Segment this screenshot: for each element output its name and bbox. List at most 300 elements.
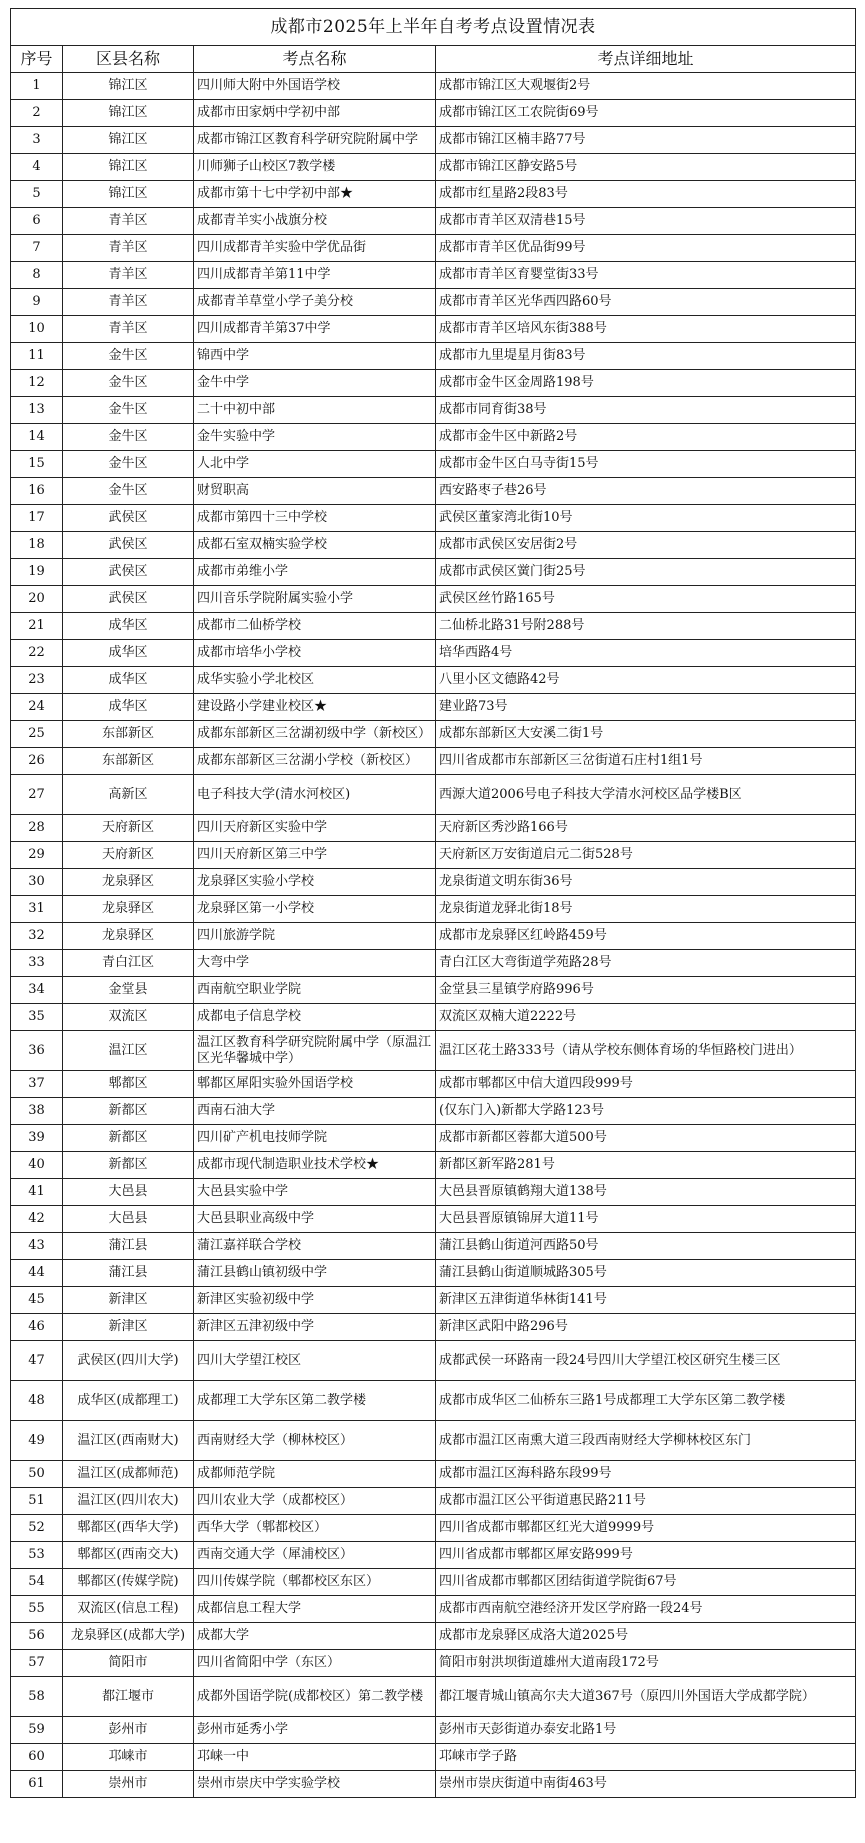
row-index: 14	[11, 424, 63, 451]
row-site-name: 四川成都青羊实验中学优品街	[194, 235, 436, 262]
table-row	[11, 1650, 856, 1677]
table-row	[11, 1071, 856, 1098]
table-row	[11, 343, 856, 370]
row-site-name: 西南交通大学（犀浦校区）	[194, 1542, 436, 1569]
table-row	[11, 127, 856, 154]
row-site-name: 成都市锦江区教育科学研究院附属中学	[194, 127, 436, 154]
row-index: 51	[11, 1488, 63, 1515]
row-district: 蒲江县	[63, 1260, 194, 1287]
table-row	[11, 1314, 856, 1341]
row-site-name: 成都信息工程大学	[194, 1596, 436, 1623]
row-index: 42	[11, 1206, 63, 1233]
table-row	[11, 775, 856, 815]
table-row	[11, 424, 856, 451]
row-index: 18	[11, 532, 63, 559]
row-site-address: 温江区花土路333号（请从学校东侧体育场的华恒路校门进出）	[436, 1031, 856, 1071]
row-site-address: 成都武侯一环路南一段24号四川大学望江校区研究生楼三区	[436, 1341, 856, 1381]
row-site-name: 四川传媒学院（郫都校区东区）	[194, 1569, 436, 1596]
row-site-address: 新都区新军路281号	[436, 1152, 856, 1179]
row-site-address: 崇州市崇庆街道中南街463号	[436, 1771, 856, 1798]
row-district: 成华区	[63, 694, 194, 721]
table-row	[11, 586, 856, 613]
row-site-address: 八里小区文德路42号	[436, 667, 856, 694]
row-site-name: 四川矿产机电技师学院	[194, 1125, 436, 1152]
row-site-address: 成都市锦江区静安路5号	[436, 154, 856, 181]
row-district: 温江区(成都师范)	[63, 1461, 194, 1488]
row-site-name: 四川省简阳中学（东区）	[194, 1650, 436, 1677]
table-row	[11, 1569, 856, 1596]
table-row	[11, 478, 856, 505]
row-district: 温江区	[63, 1031, 194, 1071]
table-row	[11, 1771, 856, 1798]
row-district: 大邑县	[63, 1179, 194, 1206]
table-row	[11, 532, 856, 559]
table-row	[11, 748, 856, 775]
row-district: 金牛区	[63, 343, 194, 370]
table-row	[11, 1623, 856, 1650]
row-site-name: 成都电子信息学校	[194, 1004, 436, 1031]
table-row	[11, 73, 856, 100]
row-index: 32	[11, 923, 63, 950]
table-row	[11, 154, 856, 181]
row-site-name: 新津区五津初级中学	[194, 1314, 436, 1341]
row-index: 41	[11, 1179, 63, 1206]
row-index: 23	[11, 667, 63, 694]
row-index: 45	[11, 1287, 63, 1314]
row-district: 双流区	[63, 1004, 194, 1031]
row-district: 龙泉驿区	[63, 869, 194, 896]
row-district: 东部新区	[63, 748, 194, 775]
row-district: 青羊区	[63, 235, 194, 262]
row-district: 龙泉驿区(成都大学)	[63, 1623, 194, 1650]
row-site-address: 二仙桥北路31号附288号	[436, 613, 856, 640]
row-site-address: 成都市金牛区中新路2号	[436, 424, 856, 451]
row-site-address: 都江堰青城山镇高尔夫大道367号（原四川外国语大学成都学院）	[436, 1677, 856, 1717]
row-district: 郫都区(西南交大)	[63, 1542, 194, 1569]
row-district: 金牛区	[63, 370, 194, 397]
row-district: 金堂县	[63, 977, 194, 1004]
row-index: 31	[11, 896, 63, 923]
table-row	[11, 1179, 856, 1206]
row-site-name: 成都石室双楠实验学校	[194, 532, 436, 559]
row-district: 青白江区	[63, 950, 194, 977]
table-row	[11, 1233, 856, 1260]
table-row	[11, 950, 856, 977]
row-district: 锦江区	[63, 100, 194, 127]
row-district: 大邑县	[63, 1206, 194, 1233]
row-site-address: 彭州市天彭街道办泰安北路1号	[436, 1717, 856, 1744]
row-site-address: 西安路枣子巷26号	[436, 478, 856, 505]
row-index: 30	[11, 869, 63, 896]
row-district: 锦江区	[63, 127, 194, 154]
table-row	[11, 100, 856, 127]
row-site-name: 彭州市延秀小学	[194, 1717, 436, 1744]
row-district: 蒲江县	[63, 1233, 194, 1260]
row-index: 43	[11, 1233, 63, 1260]
header-site-name: 考点名称	[194, 46, 436, 73]
row-district: 邛崃市	[63, 1744, 194, 1771]
table-row	[11, 397, 856, 424]
row-site-name: 成都市现代制造职业技术学校★	[194, 1152, 436, 1179]
row-district: 新都区	[63, 1125, 194, 1152]
row-index: 34	[11, 977, 63, 1004]
row-site-name: 成都市二仙桥学校	[194, 613, 436, 640]
row-site-name: 成华实验小学北校区	[194, 667, 436, 694]
row-index: 6	[11, 208, 63, 235]
table-row	[11, 1421, 856, 1461]
table-row	[11, 977, 856, 1004]
row-site-name: 西南石油大学	[194, 1098, 436, 1125]
row-site-address: 培华西路4号	[436, 640, 856, 667]
row-index: 60	[11, 1744, 63, 1771]
row-site-name: 西南航空职业学院	[194, 977, 436, 1004]
row-site-name: 邛崃一中	[194, 1744, 436, 1771]
row-district: 新津区	[63, 1287, 194, 1314]
row-site-name: 大邑县实验中学	[194, 1179, 436, 1206]
row-site-name: 崇州市崇庆中学实验学校	[194, 1771, 436, 1798]
row-district: 金牛区	[63, 424, 194, 451]
row-index: 10	[11, 316, 63, 343]
row-site-name: 建设路小学建业校区★	[194, 694, 436, 721]
row-district: 天府新区	[63, 815, 194, 842]
row-index: 35	[11, 1004, 63, 1031]
row-site-address: 邛崃市学子路	[436, 1744, 856, 1771]
table-row	[11, 842, 856, 869]
row-district: 郫都区	[63, 1071, 194, 1098]
row-site-name: 川师狮子山校区7教学楼	[194, 154, 436, 181]
table-row	[11, 1488, 856, 1515]
row-site-name: 四川天府新区实验中学	[194, 815, 436, 842]
row-site-address: 建业路73号	[436, 694, 856, 721]
row-site-address: (仅东门入)新都大学路123号	[436, 1098, 856, 1125]
table-row	[11, 208, 856, 235]
row-index: 61	[11, 1771, 63, 1798]
row-index: 53	[11, 1542, 63, 1569]
row-index: 5	[11, 181, 63, 208]
row-district: 高新区	[63, 775, 194, 815]
row-site-name: 成都东部新区三岔湖初级中学（新校区）	[194, 721, 436, 748]
table-row	[11, 1098, 856, 1125]
row-site-address: 蒲江县鹤山街道顺城路305号	[436, 1260, 856, 1287]
row-district: 新都区	[63, 1152, 194, 1179]
row-district: 青羊区	[63, 208, 194, 235]
row-site-address: 成都市武侯区安居街2号	[436, 532, 856, 559]
table-row	[11, 694, 856, 721]
table-row	[11, 181, 856, 208]
row-district: 成华区	[63, 667, 194, 694]
row-site-name: 财贸职高	[194, 478, 436, 505]
table-body	[11, 73, 856, 1798]
row-site-address: 龙泉街道龙驿北街18号	[436, 896, 856, 923]
row-site-name: 大邑县职业高级中学	[194, 1206, 436, 1233]
row-site-name: 电子科技大学(清水河校区)	[194, 775, 436, 815]
header-site-address: 考点详细地址	[436, 46, 856, 73]
row-site-address: 简阳市射洪坝街道雄州大道南段172号	[436, 1650, 856, 1677]
table-row	[11, 559, 856, 586]
row-site-address: 新津区武阳中路296号	[436, 1314, 856, 1341]
row-district: 温江区(西南财大)	[63, 1421, 194, 1461]
row-district: 武侯区(四川大学)	[63, 1341, 194, 1381]
row-index: 33	[11, 950, 63, 977]
row-index: 29	[11, 842, 63, 869]
row-index: 40	[11, 1152, 63, 1179]
row-index: 1	[11, 73, 63, 100]
table-row	[11, 262, 856, 289]
row-index: 54	[11, 1569, 63, 1596]
row-site-name: 人北中学	[194, 451, 436, 478]
row-site-address: 青白江区大弯街道学苑路28号	[436, 950, 856, 977]
row-index: 13	[11, 397, 63, 424]
row-site-address: 成都市青羊区光华西四路60号	[436, 289, 856, 316]
row-site-name: 蒲江县鹤山镇初级中学	[194, 1260, 436, 1287]
row-site-address: 大邑县晋原镇鹤翔大道138号	[436, 1179, 856, 1206]
row-site-address: 西源大道2006号电子科技大学清水河校区品学楼B区	[436, 775, 856, 815]
row-site-address: 四川省成都市郫都区红光大道9999号	[436, 1515, 856, 1542]
row-site-name: 成都理工大学东区第二教学楼	[194, 1381, 436, 1421]
row-site-address: 武侯区董家湾北街10号	[436, 505, 856, 532]
row-district: 新津区	[63, 1314, 194, 1341]
row-index: 47	[11, 1341, 63, 1381]
row-site-name: 新津区实验初级中学	[194, 1287, 436, 1314]
row-district: 成华区	[63, 613, 194, 640]
row-index: 15	[11, 451, 63, 478]
table-row	[11, 1341, 856, 1381]
row-site-name: 四川音乐学院附属实验小学	[194, 586, 436, 613]
row-site-address: 成都市新都区蓉都大道500号	[436, 1125, 856, 1152]
row-site-name: 四川旅游学院	[194, 923, 436, 950]
row-index: 28	[11, 815, 63, 842]
table-row	[11, 1381, 856, 1421]
header-district: 区县名称	[63, 46, 194, 73]
row-district: 武侯区	[63, 532, 194, 559]
row-district: 温江区(四川农大)	[63, 1488, 194, 1515]
row-district: 天府新区	[63, 842, 194, 869]
table-row	[11, 1125, 856, 1152]
row-site-name: 成都大学	[194, 1623, 436, 1650]
row-index: 39	[11, 1125, 63, 1152]
row-site-address: 成都市青羊区优品街99号	[436, 235, 856, 262]
row-index: 16	[11, 478, 63, 505]
table-row	[11, 1152, 856, 1179]
row-site-name: 二十中初中部	[194, 397, 436, 424]
row-site-address: 大邑县晋原镇锦屏大道11号	[436, 1206, 856, 1233]
table-row	[11, 316, 856, 343]
row-site-address: 成都市武侯区黉门街25号	[436, 559, 856, 586]
row-district: 彭州市	[63, 1717, 194, 1744]
row-index: 25	[11, 721, 63, 748]
table-row	[11, 289, 856, 316]
row-index: 36	[11, 1031, 63, 1071]
row-site-name: 西华大学（郫都校区）	[194, 1515, 436, 1542]
row-site-name: 成都市弟维小学	[194, 559, 436, 586]
row-site-name: 四川天府新区第三中学	[194, 842, 436, 869]
row-site-name: 成都市培华小学校	[194, 640, 436, 667]
row-district: 青羊区	[63, 289, 194, 316]
row-index: 22	[11, 640, 63, 667]
row-index: 37	[11, 1071, 63, 1098]
row-site-address: 天府新区万安街道启元二街528号	[436, 842, 856, 869]
header-index: 序号	[11, 46, 63, 73]
row-site-name: 成都师范学院	[194, 1461, 436, 1488]
row-index: 55	[11, 1596, 63, 1623]
row-district: 青羊区	[63, 262, 194, 289]
row-index: 44	[11, 1260, 63, 1287]
row-index: 17	[11, 505, 63, 532]
row-district: 武侯区	[63, 505, 194, 532]
row-site-address: 新津区五津街道华林街141号	[436, 1287, 856, 1314]
row-site-name: 金牛中学	[194, 370, 436, 397]
row-site-address: 金堂县三星镇学府路996号	[436, 977, 856, 1004]
table-row	[11, 235, 856, 262]
row-site-address: 成都东部新区大安溪二街1号	[436, 721, 856, 748]
row-district: 崇州市	[63, 1771, 194, 1798]
header-row	[11, 46, 856, 73]
row-index: 9	[11, 289, 63, 316]
row-district: 金牛区	[63, 397, 194, 424]
row-site-address: 双流区双楠大道2222号	[436, 1004, 856, 1031]
row-district: 武侯区	[63, 586, 194, 613]
row-site-name: 四川成都青羊第37中学	[194, 316, 436, 343]
row-district: 新都区	[63, 1098, 194, 1125]
row-site-address: 成都市青羊区培风东街388号	[436, 316, 856, 343]
table-row	[11, 640, 856, 667]
table-row	[11, 869, 856, 896]
row-site-name: 成都外国语学院(成都校区）第二教学楼	[194, 1677, 436, 1717]
row-site-name: 成都东部新区三岔湖小学校（新校区）	[194, 748, 436, 775]
table-row	[11, 1461, 856, 1488]
table-row	[11, 1031, 856, 1071]
row-site-name: 锦西中学	[194, 343, 436, 370]
row-site-name: 四川农业大学（成都校区）	[194, 1488, 436, 1515]
row-index: 3	[11, 127, 63, 154]
row-site-address: 成都市温江区海科路东段99号	[436, 1461, 856, 1488]
row-index: 24	[11, 694, 63, 721]
row-district: 都江堰市	[63, 1677, 194, 1717]
row-index: 38	[11, 1098, 63, 1125]
row-site-address: 成都市龙泉驿区成洛大道2025号	[436, 1623, 856, 1650]
row-district: 东部新区	[63, 721, 194, 748]
row-site-address: 成都市锦江区大观堰街2号	[436, 73, 856, 100]
row-district: 成华区	[63, 640, 194, 667]
row-site-address: 成都市同育街38号	[436, 397, 856, 424]
row-site-address: 成都市龙泉驿区红岭路459号	[436, 923, 856, 950]
row-index: 11	[11, 343, 63, 370]
table-row	[11, 1542, 856, 1569]
row-site-name: 龙泉驿区第一小学校	[194, 896, 436, 923]
table-title: 成都市2025年上半年自考考点设置情况表	[11, 9, 856, 46]
table-row	[11, 1717, 856, 1744]
row-index: 50	[11, 1461, 63, 1488]
table-row	[11, 1515, 856, 1542]
row-index: 26	[11, 748, 63, 775]
row-site-address: 成都市金牛区白马寺街15号	[436, 451, 856, 478]
row-index: 20	[11, 586, 63, 613]
row-site-address: 成都市金牛区金周路198号	[436, 370, 856, 397]
row-district: 简阳市	[63, 1650, 194, 1677]
table-row	[11, 451, 856, 478]
table-row	[11, 721, 856, 748]
table-row	[11, 1206, 856, 1233]
row-index: 7	[11, 235, 63, 262]
row-index: 52	[11, 1515, 63, 1542]
row-index: 46	[11, 1314, 63, 1341]
row-district: 双流区(信息工程)	[63, 1596, 194, 1623]
row-site-address: 成都市锦江区工农院街69号	[436, 100, 856, 127]
row-site-address: 四川省成都市郫都区团结街道学院街67号	[436, 1569, 856, 1596]
table-row	[11, 667, 856, 694]
row-index: 2	[11, 100, 63, 127]
row-site-address: 成都市西南航空港经济开发区学府路一段24号	[436, 1596, 856, 1623]
row-district: 锦江区	[63, 154, 194, 181]
row-site-name: 蒲江嘉祥联合学校	[194, 1233, 436, 1260]
row-site-name: 金牛实验中学	[194, 424, 436, 451]
row-site-address: 成都市青羊区育婴堂街33号	[436, 262, 856, 289]
row-site-address: 成都市成华区二仙桥东三路1号成都理工大学东区第二教学楼	[436, 1381, 856, 1421]
row-site-address: 成都市锦江区楠丰路77号	[436, 127, 856, 154]
table-row	[11, 1260, 856, 1287]
row-district: 郫都区(西华大学)	[63, 1515, 194, 1542]
row-index: 59	[11, 1717, 63, 1744]
row-site-name: 成都市田家炳中学初中部	[194, 100, 436, 127]
row-index: 4	[11, 154, 63, 181]
row-site-address: 成都市红星路2段83号	[436, 181, 856, 208]
row-site-address: 成都市郫都区中信大道四段999号	[436, 1071, 856, 1098]
row-site-name: 龙泉驿区实验小学校	[194, 869, 436, 896]
row-index: 12	[11, 370, 63, 397]
row-index: 19	[11, 559, 63, 586]
table-row	[11, 370, 856, 397]
row-site-address: 天府新区秀沙路166号	[436, 815, 856, 842]
table-row	[11, 613, 856, 640]
table-row	[11, 923, 856, 950]
row-site-address: 蒲江县鹤山街道河西路50号	[436, 1233, 856, 1260]
row-district: 郫都区(传媒学院)	[63, 1569, 194, 1596]
exam-site-table	[10, 8, 856, 1798]
table-row	[11, 1744, 856, 1771]
row-index: 21	[11, 613, 63, 640]
row-index: 8	[11, 262, 63, 289]
row-site-name: 成都青羊草堂小学子美分校	[194, 289, 436, 316]
row-site-name: 大弯中学	[194, 950, 436, 977]
row-district: 金牛区	[63, 451, 194, 478]
row-site-name: 温江区教育科学研究院附属中学（原温江区光华馨城中学）	[194, 1031, 436, 1071]
row-site-address: 成都市九里堤星月街83号	[436, 343, 856, 370]
row-district: 成华区(成都理工)	[63, 1381, 194, 1421]
row-site-name: 四川大学望江校区	[194, 1341, 436, 1381]
row-site-address: 龙泉街道文明东街36号	[436, 869, 856, 896]
row-index: 27	[11, 775, 63, 815]
row-site-name: 成都市第四十三中学校	[194, 505, 436, 532]
row-district: 武侯区	[63, 559, 194, 586]
row-site-name: 西南财经大学（柳林校区）	[194, 1421, 436, 1461]
row-index: 57	[11, 1650, 63, 1677]
table-row	[11, 1004, 856, 1031]
row-district: 龙泉驿区	[63, 896, 194, 923]
table-row	[11, 1677, 856, 1717]
row-index: 56	[11, 1623, 63, 1650]
row-site-address: 四川省成都市东部新区三岔街道石庄村1组1号	[436, 748, 856, 775]
table-row	[11, 1287, 856, 1314]
row-index: 58	[11, 1677, 63, 1717]
row-district: 青羊区	[63, 316, 194, 343]
row-index: 48	[11, 1381, 63, 1421]
table-row	[11, 1596, 856, 1623]
row-site-address: 武侯区丝竹路165号	[436, 586, 856, 613]
row-district: 金牛区	[63, 478, 194, 505]
row-district: 龙泉驿区	[63, 923, 194, 950]
row-site-name: 郫都区犀阳实验外国语学校	[194, 1071, 436, 1098]
row-site-address: 四川省成都市郫都区犀安路999号	[436, 1542, 856, 1569]
